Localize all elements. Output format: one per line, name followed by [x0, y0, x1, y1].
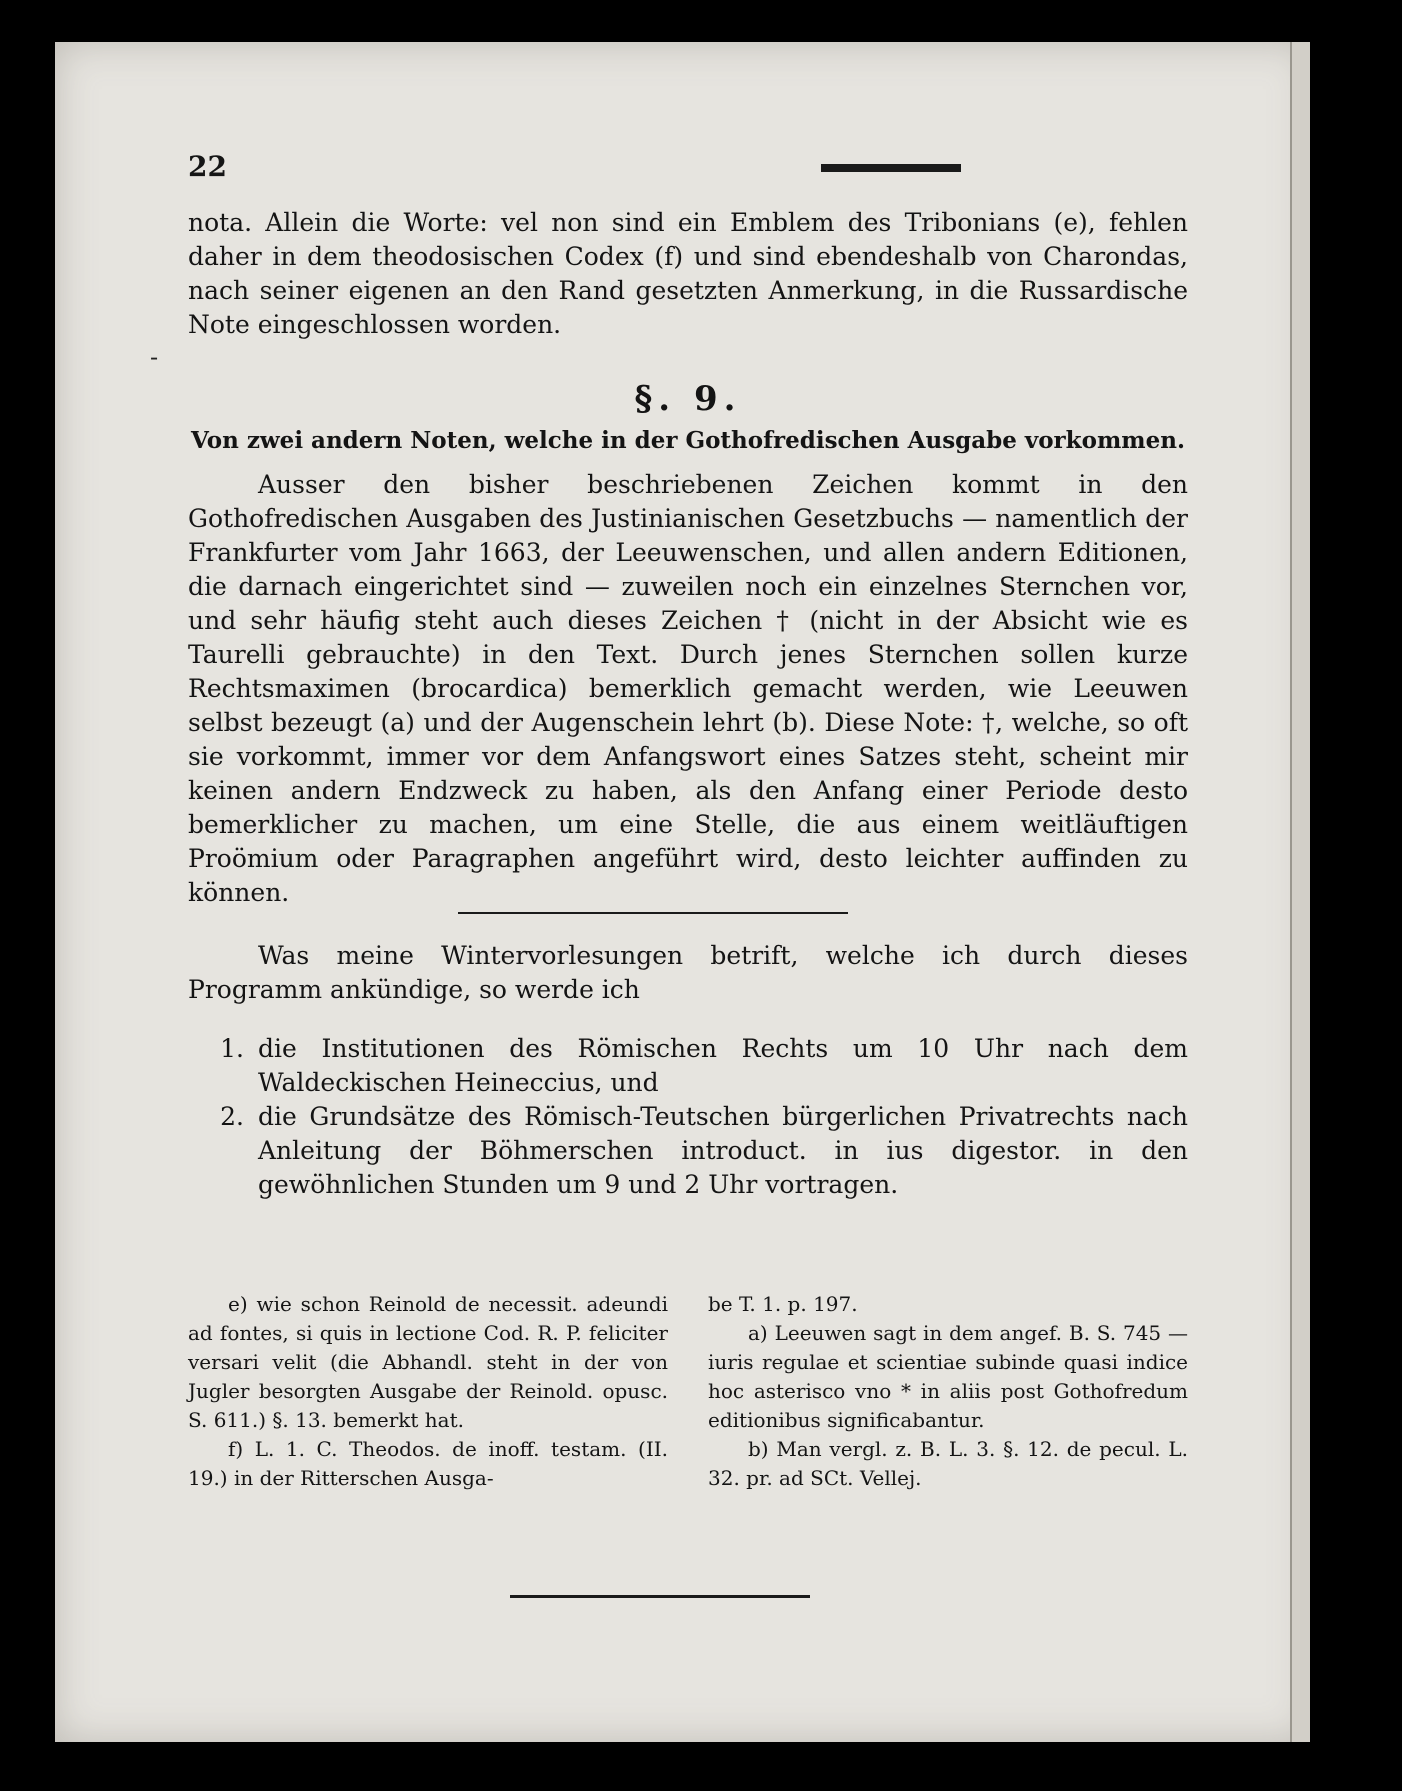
list-item — [188, 1100, 1188, 1202]
list-item — [188, 1032, 1188, 1100]
list-item-text: die Grundsätze des Römisch-Teutschen bürgerlichen Privatrechts nach Anleitung der Böhmerschen introduct. in ius digestor. in den gewöhnlichen Stunden um 9 und 2 Uhr vortragen. — [258, 1102, 1188, 1199]
footnote-b: b) Man vergl. z. B. L. 3. §. 12. de pecul. L. 32. pr. ad SCt. Vellej. — [708, 1437, 1188, 1490]
footnotes — [188, 1290, 1188, 1493]
list-item-number: 1. — [220, 1034, 244, 1063]
footnote-e: e) wie schon Reinold de necessit. adeundi ad fontes, si quis in lectione Cod. R. P. feliciter versari velit (die Abhandl. steht in der von Jugler besorgten Ausgabe der Reinold. opusc. S. 611.) §. 13. bemerkt hat. — [188, 1292, 668, 1432]
list-item-number: 2. — [220, 1102, 244, 1131]
page-number: 22 — [188, 150, 227, 183]
page-header — [188, 150, 1188, 183]
lecture-list — [188, 1032, 1188, 1202]
page-edge — [1290, 42, 1310, 1742]
margin-mark: - — [150, 343, 159, 371]
list-item-text: die Institutionen des Römischen Rechts um 10 Uhr nach dem Waldeckischen Heineccius, und — [258, 1034, 1188, 1097]
footnote-f-continuation: be T. 1. p. 197. — [708, 1292, 858, 1316]
section-mark: §. 9. — [634, 379, 742, 419]
header-rule — [821, 164, 961, 172]
footnote-f: f) L. 1. C. Theodos. de inoff. testam. (II. 19.) in der Ritterschen Ausga- — [188, 1437, 668, 1490]
main-text — [188, 206, 1188, 1202]
intro-paragraph: nota. Allein die Worte: vel non sind ein Emblem des Tribonians (e), fehlen daher in dem theodosischen Codex (f) und sind ebendeshalb von Charondas, nach seiner eigenen an den Rand gesetzten Anmerkung, in die Russardische Note eingeschlossen worden. — [188, 208, 1188, 339]
section-paragraph: Ausser den bisher beschriebenen Zeichen kommt in den Gothofredischen Ausgaben des Justinianischen Gesetzbuchs — namentlich der Frankfurter vom Jahr 1663, der Leeuwenschen, und allen andern Editionen, die darnach eingerichtet sind — zuweilen noch ein einzelnes Sternchen vor, und sehr häufig steht auch dieses Zeichen † (nicht in der Absicht wie es Taurelli gebrauchte) in den Text. Durch jenes Sternchen sollen kurze Rechtsmaximen (brocardica) bemerklich gemacht werden, wie Leeuwen selbst bezeugt (a) und der Augenschein lehrt (b). Diese Note: †, welche, so oft sie vorkommt, immer vor dem Anfangswort eines Satzes steht, scheint mir keinen andern Endzweck zu haben, als den Anfang einer Periode desto bemerklicher zu machen, um eine Stelle, die aus einem weitläuftigen Proömium oder Paragraphen angeführt wird, desto leichter auffinden zu können. — [188, 470, 1188, 907]
divider-rule — [458, 912, 848, 914]
program-intro: Was meine Wintervorlesungen betrift, welche ich durch dieses Programm ankündige, so werde ich — [188, 941, 1188, 1004]
section-title: Von zwei andern Noten, welche in der Gothofredischen Ausgabe vorkommen. — [191, 427, 1185, 454]
footnote-a: a) Leeuwen sagt in dem angef. B. S. 745 — iuris regulae et scientiae subinde quasi indice hoc asterisco vno * in aliis post Gothofredum editionibus significabantur. — [708, 1321, 1188, 1432]
footnote-column-right — [708, 1290, 1188, 1493]
footnote-column-left — [188, 1290, 668, 1493]
bottom-rule — [510, 1595, 810, 1598]
